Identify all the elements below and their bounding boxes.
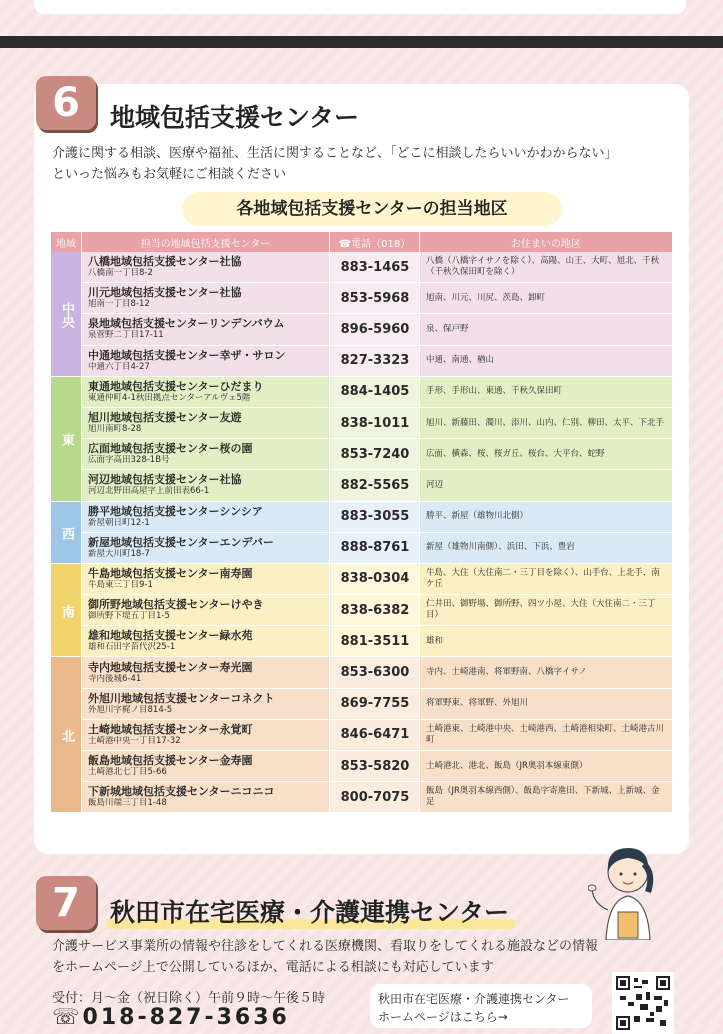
table-row [51, 502, 673, 533]
phone-number[interactable] [52, 1005, 290, 1030]
center-cell [82, 502, 330, 533]
center-phone[interactable]: 853-5968 [330, 283, 420, 314]
page-divider [0, 36, 723, 48]
center-name: 御所野地域包括支援センターけやき [88, 598, 264, 612]
center-districts: 土崎港東、土崎港中央、土崎港西、土崎港相染町、土崎港古川町 [420, 720, 673, 751]
center-districts: 仁井田、御野場、御所野、四ツ小屋、大住（大住南二・三丁目） [420, 595, 673, 626]
table-row [51, 533, 673, 564]
center-districts: 八橋（八橋字イサノを除く）、高陽、山王、大町、旭北、千秋（千秋久保田町を除く） [420, 252, 673, 283]
center-name: 寺内地域包括支援センター寿光園 [88, 660, 253, 674]
center-name: 東通地域包括支援センターひだまり [88, 379, 264, 393]
table-row [51, 470, 673, 501]
table-row [51, 314, 673, 345]
center-cell [82, 564, 330, 595]
center-address: 外旭川字梶ノ目814-5 [88, 704, 173, 715]
center-address: 土崎港中央一丁目17-32 [88, 735, 181, 746]
center-phone[interactable]: 827-3323 [330, 346, 420, 377]
center-name: 下新城地域包括支援センターニコニコ [88, 785, 275, 799]
center-cell [82, 689, 330, 720]
center-address: 土崎港北七丁目5-66 [88, 767, 167, 778]
center-phone[interactable]: 896-5960 [330, 314, 420, 345]
center-districts: 手形、手形山、東通、千秋久保田町 [420, 377, 673, 408]
table-row [51, 782, 673, 813]
center-phone[interactable]: 838-6382 [330, 595, 420, 626]
center-phone[interactable]: 888-8761 [330, 533, 420, 564]
center-cell [82, 252, 330, 283]
center-cell [82, 626, 330, 657]
center-cell [82, 314, 330, 345]
center-districts: 泉、保戸野 [420, 314, 673, 345]
center-phone[interactable]: 838-1011 [330, 408, 420, 439]
center-address: 八橋南一丁目8-2 [88, 268, 153, 279]
center-districts: 雄和 [420, 626, 673, 657]
staff-illustration-icon [588, 830, 668, 944]
center-districts: 牛島、大住（大住南二・三丁目を除く）、山手台、上北手、南ケ丘 [420, 564, 673, 595]
section6-number-badge: 6 [36, 76, 96, 130]
center-phone[interactable]: 881-3511 [330, 626, 420, 657]
center-address: 河辺北野田高屋字上前田表66-1 [88, 486, 210, 497]
region-cell: 北 [51, 657, 82, 813]
qr-code-icon[interactable] [612, 972, 674, 1034]
center-name: 旭川地域包括支援センター友遊 [88, 411, 242, 425]
center-districts: 勝平、新屋（雄物川北側） [420, 502, 673, 533]
center-address: 中通六丁目4-27 [88, 361, 150, 372]
center-districts: 将軍野東、将軍野、外旭川 [420, 689, 673, 720]
center-address: 泉菅野二丁目17-11 [88, 330, 164, 341]
table-row [51, 751, 673, 782]
center-districts: 土崎港北、港北、飯島（JR奥羽本線東側） [420, 751, 673, 782]
table-row [51, 720, 673, 751]
center-address: 御所野下堤五丁目1-5 [88, 611, 170, 622]
center-phone[interactable]: 883-1465 [330, 252, 420, 283]
center-districts: 寺内、土崎港南、将軍野南、八橋字イサノ [420, 657, 673, 688]
center-phone[interactable]: 846-6471 [330, 720, 420, 751]
table-row [51, 283, 673, 314]
phone-number-text: 018-827-3636 [82, 1005, 290, 1030]
center-name: 雄和地域包括支援センター緑水苑 [88, 629, 253, 643]
table-header-row [51, 232, 673, 252]
center-phone[interactable]: 883-3055 [330, 502, 420, 533]
center-name: 牛島地域包括支援センター南寿園 [88, 566, 253, 580]
section7-intro-line2: をホームページ上で公開しているほか、電話による相談にも対応しています [52, 960, 494, 975]
center-cell [82, 439, 330, 470]
center-address: 新屋朝日町12-1 [88, 517, 150, 528]
center-districts: 旭川、新藤田、濁川、添川、山内、仁別、柳田、太平、下北手 [420, 408, 673, 439]
center-districts: 旭南、川元、川尻、茨島、卸町 [420, 283, 673, 314]
center-address: 東通仲町4-1秋田拠点センターアルヴェ5階 [88, 392, 251, 403]
center-name: 川元地域包括支援センター社協 [88, 286, 242, 300]
center-cell [82, 533, 330, 564]
center-cell [82, 377, 330, 408]
center-address: 広面字高田328-1B号 [88, 455, 170, 466]
center-districts: 河辺 [420, 470, 673, 501]
center-address: 牛島東三丁目9-1 [88, 579, 153, 590]
center-name: 勝平地域包括支援センターシンシア [88, 504, 263, 518]
homepage-link[interactable]: ホームページはこちら→ [378, 1010, 508, 1024]
center-districts: 広面、横森、桜、桜ガ丘、桜台、大平台、蛇野 [420, 439, 673, 470]
center-cell [82, 720, 330, 751]
region-cell: 中央 [51, 252, 82, 377]
center-name: 河辺地域包括支援センター社協 [88, 473, 242, 487]
center-name: 土崎地域包括支援センター永覚町 [88, 722, 253, 736]
header-center: 担当の地域包括支援センター [82, 232, 330, 252]
section6-intro [52, 143, 682, 185]
center-cell [82, 470, 330, 501]
section6-intro-line1: 介護に関する相談、医療や福祉、生活に関することなど、「どこに相談したらいいかわからない」 [52, 146, 618, 161]
table-row [51, 439, 673, 470]
center-districts: 中通、南通、楢山 [420, 346, 673, 377]
section7-title: 秋田市在宅医療・介護連携センター [110, 893, 509, 929]
center-districts: 新屋（雄物川南側）、浜田、下浜、豊岩 [420, 533, 673, 564]
center-address: 雄和石田字苗代沢25-1 [88, 642, 176, 653]
center-name: 外旭川地域包括支援センターコネクト [88, 691, 275, 705]
center-name: 泉地域包括支援センターリンデンバウム [88, 317, 285, 331]
center-name: 中通地域包括支援センター幸ザ・サロン [88, 348, 286, 362]
center-address: 旭川南町8-28 [88, 424, 142, 435]
homepage-bubble-line1: 秋田市在宅医療・介護連携センター [378, 992, 570, 1006]
center-name: 八橋地域包括支援センター社協 [88, 255, 242, 269]
region-cell: 西 [51, 502, 82, 564]
center-phone[interactable]: 884-1405 [330, 377, 420, 408]
section6-title: 地域包括支援センター [110, 98, 359, 134]
center-address: 寺内後城6-41 [88, 673, 142, 684]
center-phone[interactable]: 853-5820 [330, 751, 420, 782]
center-address: 旭南一丁目8-12 [88, 299, 150, 310]
center-phone[interactable]: 853-7240 [330, 439, 420, 470]
reception-hours: 受付：月～金（祝日除く）午前９時～午後５時 [52, 991, 326, 1006]
center-phone[interactable]: 869-7755 [330, 689, 420, 720]
center-phone[interactable]: 853-6300 [330, 657, 420, 688]
region-cell: 東 [51, 377, 82, 502]
center-name: 飯島地域包括支援センター金寿園 [88, 754, 253, 768]
table-row [51, 595, 673, 626]
center-districts: 飯島（JR奥羽本線西側）、飯島字寄進田、下新城、上新城、金足 [420, 782, 673, 813]
center-address: 飯島川端三丁目1-48 [88, 798, 167, 809]
section7-intro-line1: 介護サービス事業所の情報や往診をしてくれる医療機関、看取りをしてくれる施設などの情報 [52, 939, 599, 954]
center-table [51, 232, 673, 813]
center-phone[interactable]: 882-5565 [330, 470, 420, 501]
center-cell [82, 408, 330, 439]
header-phone: ☎電話（018） [330, 232, 420, 252]
phone-icon: ☏ [52, 1005, 83, 1030]
table-title: 各地域包括支援センターの担当地区 [182, 192, 562, 226]
section6-intro-line2: といった悩みもお気軽にご相談ください [52, 167, 287, 182]
center-name: 広面地域包括支援センター桜の園 [88, 442, 253, 456]
table-row [51, 377, 673, 408]
previous-section-card [34, 0, 686, 14]
header-area: お住まいの地区 [420, 232, 673, 252]
region-cell: 南 [51, 564, 82, 658]
center-cell [82, 595, 330, 626]
table-row [51, 689, 673, 720]
homepage-bubble [370, 984, 592, 1028]
table-row [51, 657, 673, 688]
center-cell [82, 346, 330, 377]
section7-number-badge: 7 [36, 876, 96, 930]
table-row [51, 564, 673, 595]
center-phone[interactable]: 838-0304 [330, 564, 420, 595]
table-row [51, 252, 673, 283]
center-cell [82, 283, 330, 314]
table-row [51, 346, 673, 377]
center-address: 新屋大川町18-7 [88, 548, 150, 559]
table-row [51, 408, 673, 439]
center-cell [82, 657, 330, 688]
center-cell [82, 751, 330, 782]
header-region: 地域 [51, 232, 82, 252]
table-row [51, 626, 673, 657]
center-phone[interactable]: 800-7075 [330, 782, 420, 813]
center-name: 新屋地域包括支援センターエンデバー [88, 535, 274, 549]
center-cell [82, 782, 330, 813]
